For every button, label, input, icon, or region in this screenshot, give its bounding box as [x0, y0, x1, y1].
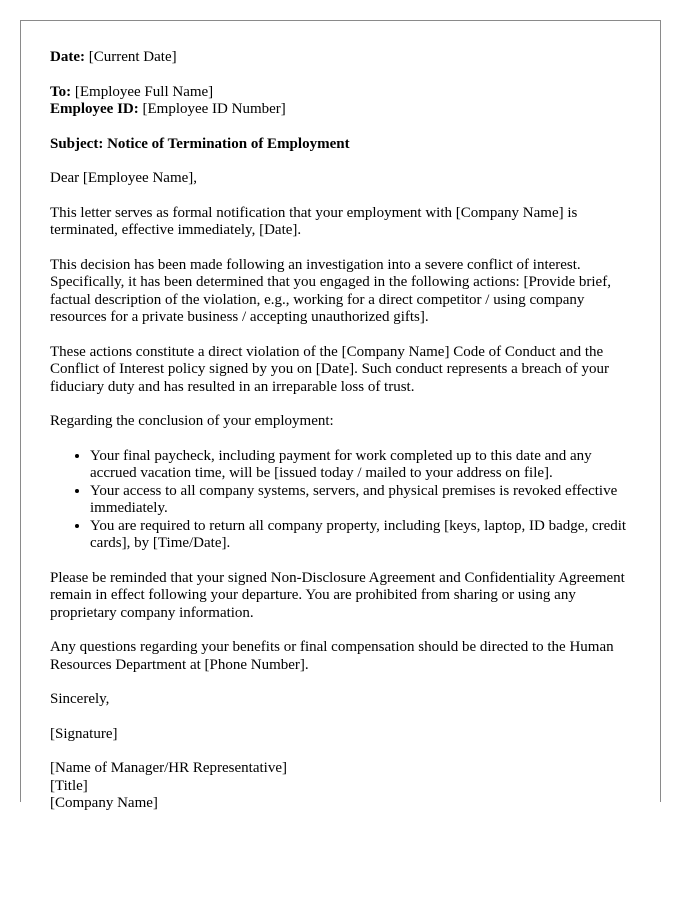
- paragraph-notification: This letter serves as formal notification that your employment with [Company Name] is terminated, effective immediately, [Date].: [50, 204, 578, 238]
- date-value: [Current Date]: [88, 49, 177, 65]
- paragraph-violation: These actions constitute a direct violation of the [Company Name] Code of Conduct and the Conflict of Interest policy signed by you on [Date]. Such conduct represents a breach of your fiduciary duty and has resulted in an irreparable loss of trust.: [50, 343, 609, 395]
- conclusion-list: [50, 448, 630, 553]
- employee-id-line: [50, 101, 630, 119]
- sign-off: Sincerely,: [50, 691, 110, 707]
- list-item: • You are required to return all company property, including [keys, laptop, ID badge, credit cards], by [Time/Date].: [90, 518, 630, 553]
- date-line: [50, 49, 630, 67]
- signature-placeholder: [Signature]: [50, 725, 118, 742]
- letter-content: [50, 49, 630, 813]
- paragraph-questions: Any questions regarding your benefits or final compensation should be directed to the Human Resources Department at [Phone Number].: [50, 639, 614, 673]
- signer-name: [Name of Manager/HR Representative]: [50, 760, 287, 776]
- letter-page: [20, 20, 661, 811]
- list-item: • Your access to all company systems, servers, and physical premises is revoked effective immediately.: [90, 483, 630, 518]
- date-label: Date:: [50, 49, 85, 65]
- paragraph-nda: Please be reminded that your signed Non-Disclosure Agreement and Confidentiality Agreement remain in effect following your departure. You are prohibited from sharing or using any proprietary company information.: [50, 569, 625, 621]
- paragraph-conclusion-intro: Regarding the conclusion of your employment:: [50, 413, 334, 429]
- employee-id-value: [Employee ID Number]: [142, 101, 286, 117]
- paragraph-investigation: This decision has been made following an investigation into a severe conflict of interest. Specifically, it has been determined that you engaged in the following actions: [Provide brief, factual description of the violation, e.g., working for a direct competitor / using company resources for a private business / accepting unauthorized gifts].: [50, 256, 611, 325]
- signer-company: [Company Name]: [50, 795, 158, 811]
- to-value: [Employee Full Name]: [74, 83, 214, 100]
- list-item: • Your final paycheck, including payment for work completed up to this date and any accrued vacation time, will be [issued today / mailed to your address on file].: [90, 448, 630, 483]
- to-label: To:: [50, 83, 72, 100]
- signer-title: [Title]: [50, 777, 88, 794]
- salutation: Dear [Employee Name],: [50, 170, 198, 186]
- employee-id-label: Employee ID:: [50, 101, 139, 117]
- to-line: [50, 84, 630, 102]
- subject-line: Subject: Notice of Termination of Employment: [50, 135, 350, 152]
